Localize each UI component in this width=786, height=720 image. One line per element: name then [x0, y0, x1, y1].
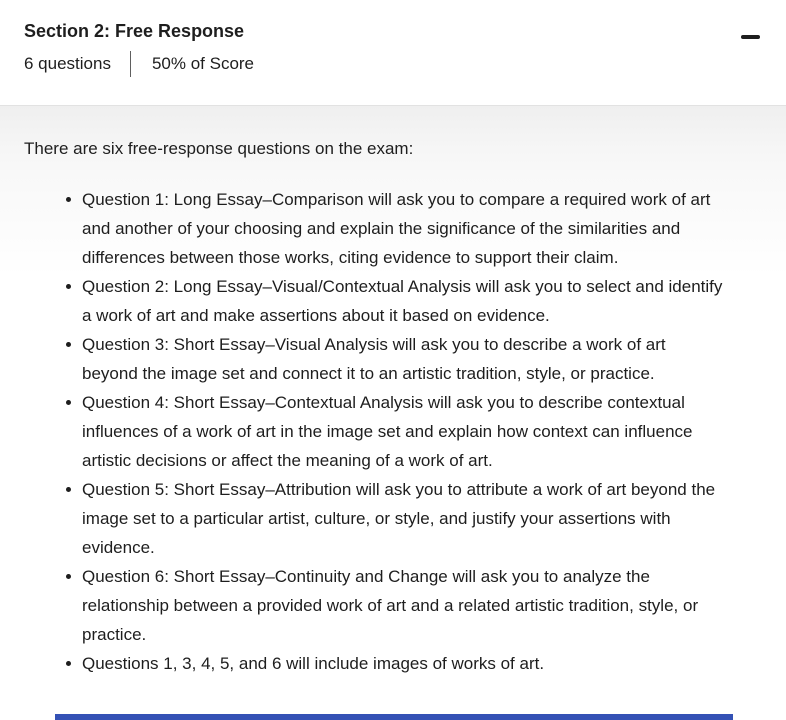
accordion-body: [0, 105, 786, 720]
list-item: Questions 1, 3, 4, 5, and 6 will include images of works of art.: [66, 649, 724, 678]
question-list: [24, 185, 724, 678]
next-section-accent-bar: [55, 714, 733, 720]
accordion-header-toggle[interactable]: [0, 0, 786, 105]
intro-text: There are six free-response questions on the exam:: [24, 139, 414, 158]
list-item: Question 3: Short Essay–Visual Analysis will ask you to describe a work of art beyond the image set and connect it to an artistic tradition, style, or practice.: [66, 330, 724, 388]
meta-divider: [130, 51, 131, 77]
list-item: Question 4: Short Essay–Contextual Analysis will ask you to describe contextual influences of a work of art in the image set and explain how context can influence artistic decisions or affect the meaning of a work of art.: [66, 388, 724, 475]
list-item: Question 1: Long Essay–Comparison will ask you to compare a required work of art and another of your choosing and explain the significance of the similarities and differences between those works, citing evidence to support their claim.: [66, 185, 724, 272]
collapse-button[interactable]: [736, 22, 764, 44]
list-item: Question 2: Long Essay–Visual/Contextual Analysis will ask you to select and identify a work of art and make assertions about it based on evidence.: [66, 272, 724, 330]
minus-icon: [741, 35, 760, 39]
section-meta: [24, 51, 726, 77]
list-item: Question 6: Short Essay–Continuity and Change will ask you to analyze the relationship between a provided work of art and a related artistic tradition, style, or practice.: [66, 562, 724, 649]
question-count-label: 6 questions: [24, 54, 111, 73]
section-title: Section 2: Free Response: [24, 21, 245, 41]
score-weight-label: 50% of Score: [151, 54, 255, 73]
list-item: Question 5: Short Essay–Attribution will ask you to attribute a work of art beyond the image set to a particular artist, culture, or style, and justify your assertions with evidence.: [66, 475, 724, 562]
